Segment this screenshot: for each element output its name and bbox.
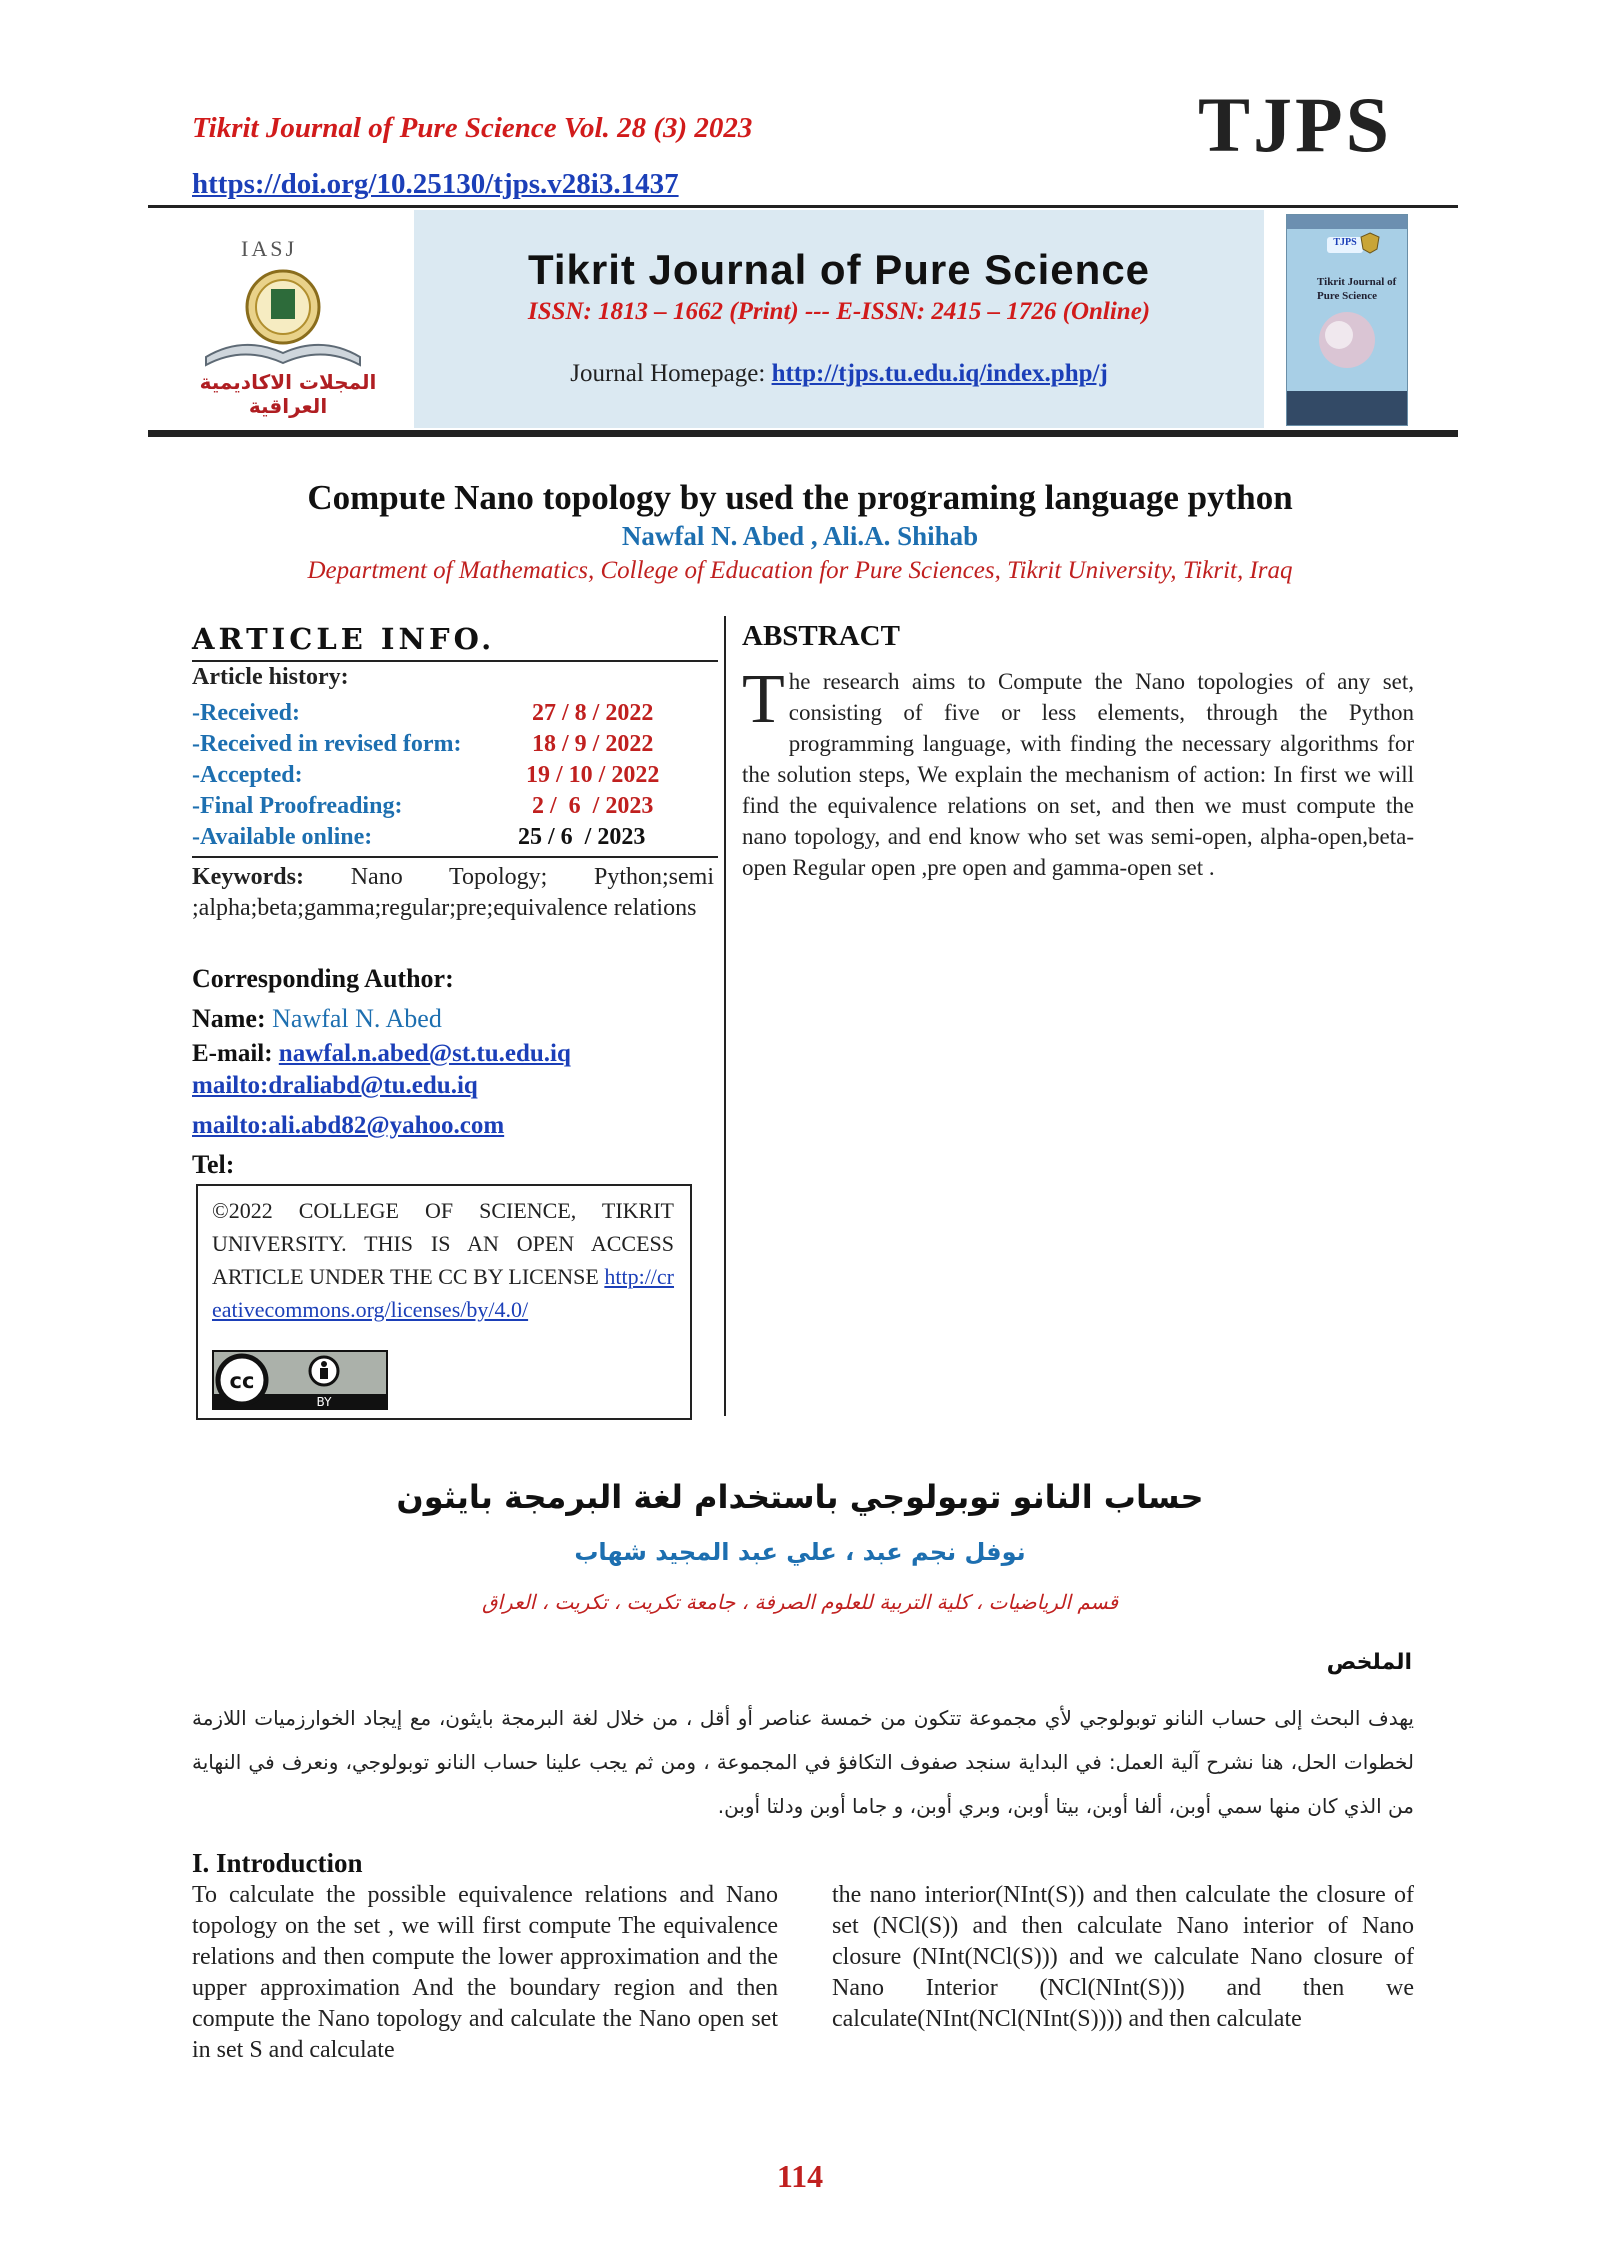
- mailto-link-2[interactable]: mailto:ali.abd82@yahoo.com: [192, 1112, 505, 1139]
- header-rule-bottom: [148, 430, 1458, 437]
- history-online-label: -Available online:: [192, 824, 373, 850]
- abstract-drop-cap: T: [742, 661, 785, 738]
- banner-center-panel: [414, 210, 1264, 428]
- author-name: Nawfal N. Abed: [272, 1004, 442, 1033]
- history-proofreading-label: -Final Proofreading:: [192, 793, 403, 819]
- journal-homepage: [414, 360, 1264, 388]
- svg-text:cc: cc: [229, 1369, 255, 1393]
- arabic-abstract-heading: الملخص: [1326, 1650, 1412, 1675]
- introduction-column-2: the nano interior(NInt(S)) and then calculate the closure of set (NCl(S)) and then calculate Nano interior of Nano closure (NInt(NCl(S))) and we calculate Nano closure of Nano Interior (NCl(NInt(S))) and then we calculate(NInt(NCl(NInt(S)))) and then calculate: [832, 1882, 1414, 2032]
- paper-title: Compute Nano topology by used the programing language python: [307, 478, 1293, 517]
- iasj-logo[interactable]: [156, 220, 406, 418]
- article-info-rule-2: [192, 856, 718, 858]
- license-text-block: [212, 1194, 674, 1326]
- introduction-column-1: To calculate the possible equivalence relations and Nano topology on the set , we will first compute The equivalence relations and then compute the lower approximation and the upper approximation And the boundary region and then compute the Nano topology and calculate the Nano open set in set S and calculate: [192, 1882, 778, 2063]
- iasj-arabic-label: المجلات الاكاديمية العراقية: [199, 370, 377, 418]
- article-info-heading: ARTICLE INFO.: [192, 622, 496, 656]
- iasj-label: IASJ: [241, 236, 298, 261]
- history-accepted-label: -Accepted:: [192, 762, 303, 788]
- cover-art-icon: [1309, 305, 1385, 375]
- corresponding-author-label: Corresponding Author:: [192, 964, 454, 993]
- license-text: ©2022 COLLEGE OF SCIENCE, TIKRIT UNIVERSITY. THIS IS AN OPEN ACCESS ARTICLE UNDER THE CC BY LICENSE: [212, 1198, 674, 1289]
- author-name-label: Name:: [192, 1004, 266, 1033]
- header-rule-top: [148, 205, 1458, 208]
- abstract-body: [742, 661, 1414, 883]
- keywords-label: Keywords:: [192, 864, 304, 890]
- journal-citation: Tikrit Journal of Pure Science Vol. 28 (3) 2023: [192, 112, 753, 144]
- history-proofreading-date: 2 / 6 / 2023: [532, 793, 654, 819]
- mailto-link-1[interactable]: mailto:draliabd@tu.edu.iq: [192, 1072, 478, 1099]
- cover-crest-icon: [1359, 231, 1381, 255]
- history-received-date: 27 / 8 / 2022: [532, 700, 654, 726]
- cover-header-band: [1287, 215, 1407, 229]
- doi-link[interactable]: https://doi.org/10.25130/tjps.v28i3.1437: [192, 168, 679, 200]
- paper-authors: Nawfal N. Abed , Ali.A. Shihab: [621, 521, 979, 551]
- abstract-text: he research aims to Compute the Nano topologies of any set, consisting of five or less elements, through the Python programming language, with finding the necessary algorithms for the solution steps, We explain the mechanism of action: In first we will find the equivalence relations on set, and then we must compute the nano topology, and end know who set was semi-open, alpha-open,beta-open Regular open ,pre open and gamma-open set .: [742, 669, 1414, 880]
- tel-label: Tel:: [192, 1150, 235, 1179]
- article-info-rule: [192, 660, 718, 662]
- article-history-label: Article history:: [192, 664, 349, 690]
- history-revised-date: 18 / 9 / 2022: [532, 731, 654, 757]
- cover-title: Tikrit Journal of Pure Science: [1317, 276, 1397, 302]
- banner-issn: ISSN: 1813 – 1662 (Print) --- E-ISSN: 2415 – 1726 (Online): [527, 298, 1151, 325]
- arabic-abstract-body: يهدف البحث إلى حساب النانو توبولوجي لأي مجموعة تتكون من خمسة عناصر أو أقل ، من خلال لغة البرمجة بايثون، مع إيجاد الخوارزميات اللازمة لخطوات الحل، هنا نشرح آلية العمل: في البداية سنجد صفوف التكافؤ في المجموعة ، ومن ثم يجب علينا حساب النانو توبولوجي، ونعرف في النهاية من الذي كان منها سمي أوبن، ألفا أوبن، بيتا أوبن، وبري أوبن، و جاما أوبن ودلتا أوبن.: [192, 1706, 1414, 1818]
- history-received-label: -Received:: [192, 700, 300, 726]
- introduction-heading: I. Introduction: [192, 1848, 363, 1878]
- license-link[interactable]: http://creativecommons.org/licenses/by/4.0/: [212, 1264, 675, 1322]
- cover-badge: TJPS: [1327, 237, 1363, 253]
- page-number: 114: [776, 2158, 824, 2194]
- email-label: E-mail:: [192, 1040, 273, 1067]
- author-email-link[interactable]: nawfal.n.abed@st.tu.edu.iq: [278, 1040, 571, 1067]
- keywords-text: Nano Topology; Python;semi ;alpha;beta;gamma;regular;pre;equivalence relations: [192, 864, 715, 921]
- cc-by-license-icon[interactable]: [212, 1350, 388, 1410]
- tjps-logo: TJPS: [1198, 81, 1393, 168]
- cc-by-label: BY: [316, 1395, 332, 1409]
- history-accepted-date: 19 / 10 / 2022: [526, 762, 660, 788]
- author-email-row: [192, 1040, 571, 1068]
- paper-affiliation: Department of Mathematics, College of Education for Pure Sciences, Tikrit University, Tikrit, Iraq: [307, 557, 1293, 584]
- arabic-affiliation: قسم الرياضيات ، كلية التربية للعلوم الصرفة ، جامعة تكريت ، تكريت ، العراق: [481, 1590, 1119, 1614]
- homepage-link[interactable]: http://tjps.tu.edu.iq/index.php/j: [771, 360, 1108, 387]
- abstract-heading: ABSTRACT: [742, 620, 900, 652]
- column-divider: [724, 616, 726, 1416]
- cover-footer-band: [1287, 391, 1407, 425]
- banner-journal-title: Tikrit Journal of Pure Science: [527, 246, 1151, 293]
- journal-banner: [148, 210, 1458, 428]
- history-online-date: 25 / 6 / 2023: [518, 824, 646, 850]
- author-name-row: [192, 1004, 442, 1034]
- keywords: [192, 862, 714, 924]
- journal-cover-thumbnail: [1286, 214, 1408, 426]
- history-revised-label: -Received in revised form:: [192, 731, 462, 757]
- iasj-emblem-icon: [198, 265, 368, 370]
- arabic-authors: نوفل نجم عبد ، علي عبد المجيد شهاب: [574, 1538, 1026, 1566]
- homepage-label: Journal Homepage:: [570, 360, 766, 387]
- arabic-title: حساب النانو توبولوجي باستخدام لغة البرمجة بايثون: [396, 1478, 1204, 1516]
- license-box: [196, 1184, 692, 1420]
